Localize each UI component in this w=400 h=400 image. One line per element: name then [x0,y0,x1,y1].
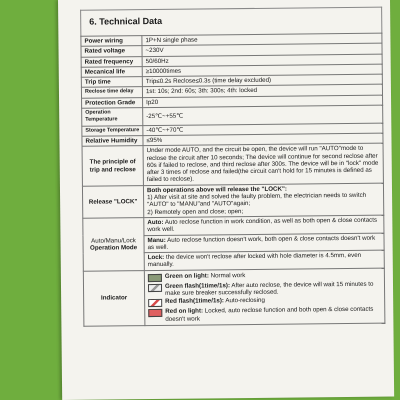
green-led-icon [148,274,162,282]
indicator-cell [144,268,385,326]
mode-key-line2: Operation Mode [89,244,138,252]
release-item: 2) Remotely open and close; open; [147,207,244,216]
spec-value: Trip≤0.2s Reclose≤0.3s (time delay excluded) [142,74,382,87]
principle-key: The principle of trip and reclose [82,146,143,186]
spec-value: Ip20 [143,95,383,108]
indicator-item [148,306,381,323]
mode-text: Auto reclose function doesn't work, both open & close contacts doesn't work as well. [147,234,376,251]
spec-value: 1st: 10s; 2nd: 60s; 3th: 300s; 4th: locked [142,85,382,98]
manual-page [58,0,394,400]
mode-label: Manu: [147,236,166,244]
indicator-label: Green flash(1time/1s): [164,281,231,290]
mode-text: the device won't reclose after locked with hole diameter is 4.5mm, even manually. [147,251,362,269]
release-key: Release "LOCK" [82,185,143,218]
technical-data-table [80,33,385,327]
mode-label: Lock: [147,254,165,262]
spec-value: 1P+N single phase [142,33,382,46]
mode-key [83,218,145,271]
indicator-key: Indicator [83,270,145,326]
spec-key: Reclose time delay [81,87,142,98]
mode-key-line1: Auto/Manu/Lock [91,236,136,245]
spec-key: Mecanical life [81,67,142,78]
release-heading: Both operations above will release the "LOCK": [146,185,287,194]
spec-key: Operation Temperature [82,108,143,126]
spec-key: Rated voltage [81,46,142,57]
spec-value: ≥10000times [142,64,382,77]
release-row [82,183,383,218]
principle-row [82,143,383,186]
mode-label: Auto: [147,218,164,227]
green-flash-led-icon [148,284,162,292]
spec-key: Protection Grade [82,97,143,108]
section-title: 6. Technical Data [89,15,163,27]
red-flash-led-icon [148,299,162,307]
red-led-icon [148,309,162,317]
spec-key: Relative Humidity [82,136,143,147]
spec-value: ~230V [142,43,382,56]
spec-key: Rated frequency [81,56,142,67]
indicator-text: Normal work [208,271,246,280]
indicator-item [148,280,381,297]
principle-text: Under mode AUTO, and the circuit be open, the device will run "AUTO"mode to reclose the circuit after 10 seconds; The device will continue for second reclose after 60s if failed to reclose, and third reclose after 300s. The device will be in "lock" mode after 3 times of reclose and failed(the circuit can't hold for 15 minutes is defined as failed to reclose). [143,143,383,185]
indicator-label: Red flash(1time/1s): [165,297,224,306]
indicator-label: Red on light: [165,307,204,316]
indicator-text: Auto-reclosing [223,297,265,305]
spec-value: -25℃~+55℃ [143,105,383,125]
indicator-text: After auto reclose, the device will wait 15 minutes to make sure breaker successfully reclosed. [165,280,374,297]
spec-key: Trip time [81,77,142,88]
indicator-text: Locked, auto reclose function and both open & close contacts doesn't work [165,306,374,323]
spec-key: Storage Temperature [82,125,143,136]
spec-value: -40℃~+70℃ [143,123,383,136]
mode-text: Auto reclose function in work condition, as well as both open & close contacts work well. [147,216,378,234]
spec-value: ≤95% [143,133,383,146]
indicator-label: Green on light: [164,272,209,280]
indicator-row [83,268,385,326]
spec-key: Power wiring [81,36,142,47]
release-item: 1) After visit at site and solved the faulty problem, the electrician needs to switch "AUTO" to "MANU"and "AUTO"again; [147,191,367,209]
spec-value: 50/60Hz [142,54,382,67]
release-cell [143,183,383,218]
